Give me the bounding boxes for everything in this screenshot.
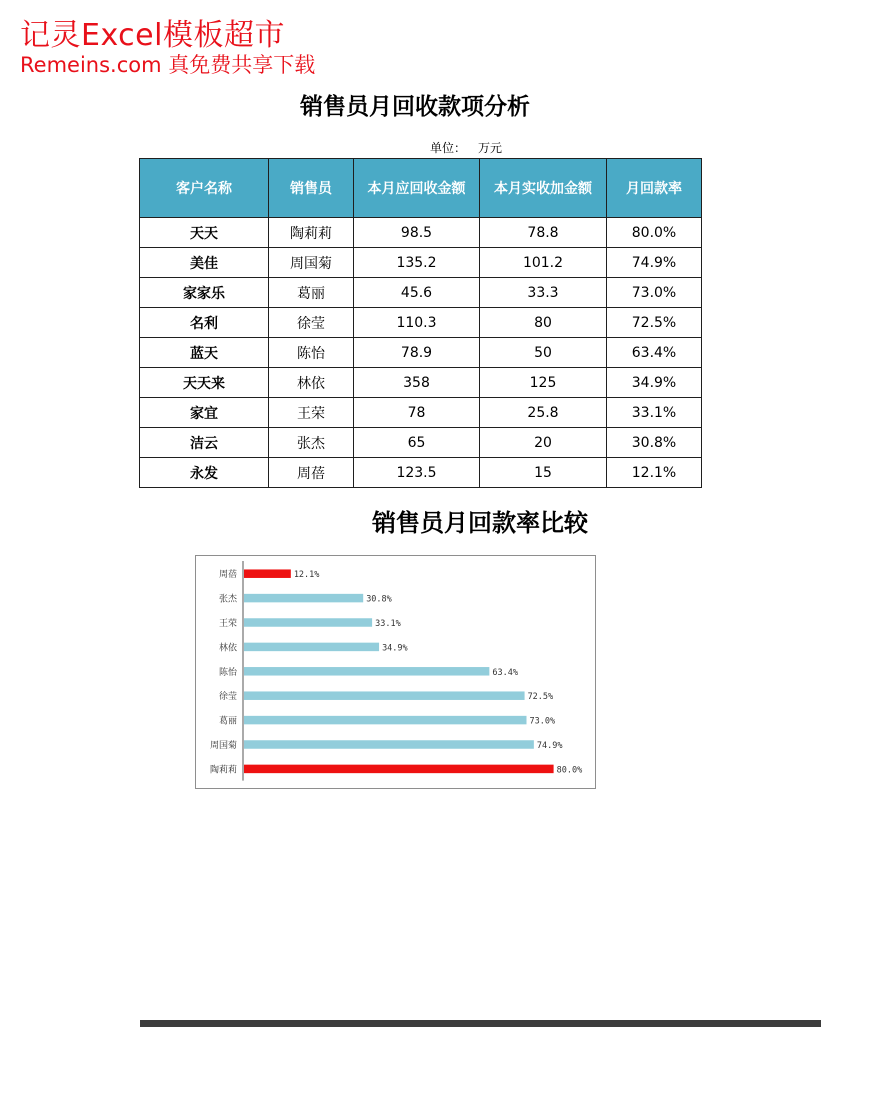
cell-collection-rate[interactable]: 74.9% bbox=[607, 248, 702, 278]
table-row bbox=[140, 458, 702, 488]
bar-chart bbox=[195, 555, 596, 789]
collection-table bbox=[139, 158, 702, 488]
header-salesperson[interactable]: 销售员 bbox=[269, 159, 354, 218]
table-row bbox=[140, 248, 702, 278]
cell-amount-due[interactable]: 78 bbox=[354, 398, 480, 428]
cell-salesperson[interactable]: 王荣 bbox=[269, 398, 354, 428]
cell-amount-due[interactable]: 45.6 bbox=[354, 278, 480, 308]
cell-salesperson[interactable]: 林依 bbox=[269, 368, 354, 398]
chart-data-label: 73.0% bbox=[529, 716, 556, 727]
chart-category-label: 周蓓 bbox=[218, 570, 237, 581]
chart-bar[interactable] bbox=[244, 643, 379, 652]
cell-customer[interactable]: 天天来 bbox=[140, 368, 269, 398]
cell-collection-rate[interactable]: 80.0% bbox=[607, 218, 702, 248]
brand-name: 记灵Excel模板超市 bbox=[20, 18, 285, 53]
table-row bbox=[140, 308, 702, 338]
chart-category-label: 周国菊 bbox=[209, 741, 237, 751]
table-row bbox=[140, 218, 702, 248]
cell-collection-rate[interactable]: 72.5% bbox=[607, 308, 702, 338]
chart-bar[interactable] bbox=[244, 740, 534, 749]
brand-slogan: Remeins.com 真免费共享下载 bbox=[20, 53, 316, 77]
chart-category-label: 张杰 bbox=[218, 594, 237, 605]
unit-value: 万元 bbox=[478, 141, 503, 155]
cell-amount-received[interactable]: 33.3 bbox=[480, 278, 607, 308]
cell-salesperson[interactable]: 陈怡 bbox=[269, 338, 354, 368]
chart-category-label: 葛丽 bbox=[218, 716, 237, 727]
chart-bar[interactable] bbox=[244, 618, 372, 627]
chart-category-label: 王荣 bbox=[218, 619, 237, 629]
cell-salesperson[interactable]: 张杰 bbox=[269, 428, 354, 458]
cell-amount-due[interactable]: 358 bbox=[354, 368, 480, 398]
chart-data-label: 30.8% bbox=[366, 594, 392, 605]
cell-customer[interactable]: 家家乐 bbox=[140, 278, 269, 308]
chart-bar[interactable] bbox=[244, 691, 525, 700]
cell-amount-received[interactable]: 78.8 bbox=[480, 218, 607, 248]
chart-data-label: 80.0% bbox=[556, 765, 583, 776]
cell-salesperson[interactable]: 徐莹 bbox=[269, 308, 354, 338]
unit-label: 单位： bbox=[430, 141, 467, 155]
chart-data-label: 33.1% bbox=[375, 619, 401, 629]
cell-salesperson[interactable]: 陶莉莉 bbox=[269, 218, 354, 248]
cell-customer[interactable]: 天天 bbox=[140, 218, 269, 248]
cell-customer[interactable]: 名利 bbox=[140, 308, 269, 338]
cell-amount-received[interactable]: 15 bbox=[480, 458, 607, 488]
cell-customer[interactable]: 蓝天 bbox=[140, 338, 269, 368]
chart-data-label: 72.5% bbox=[527, 692, 554, 703]
cell-amount-due[interactable]: 78.9 bbox=[354, 338, 480, 368]
chart-category-label: 陈怡 bbox=[218, 667, 237, 678]
table-body bbox=[140, 218, 702, 488]
chart-data-label: 74.9% bbox=[536, 741, 563, 751]
cell-amount-received[interactable]: 101.2 bbox=[480, 248, 607, 278]
chart-category-label: 徐莹 bbox=[218, 692, 237, 703]
cell-customer[interactable]: 永发 bbox=[140, 458, 269, 488]
cell-amount-received[interactable]: 80 bbox=[480, 308, 607, 338]
cell-amount-received[interactable]: 50 bbox=[480, 338, 607, 368]
cell-amount-due[interactable]: 98.5 bbox=[354, 218, 480, 248]
header-amount-due[interactable]: 本月应回收金额 bbox=[354, 159, 480, 218]
chart-data-label: 12.1% bbox=[293, 570, 320, 581]
cell-amount-received[interactable]: 125 bbox=[480, 368, 607, 398]
header-collection-rate[interactable]: 月回款率 bbox=[607, 159, 702, 218]
footer-divider bbox=[140, 1020, 821, 1027]
cell-customer[interactable]: 洁云 bbox=[140, 428, 269, 458]
chart-category-label: 林依 bbox=[218, 643, 237, 654]
cell-collection-rate[interactable]: 30.8% bbox=[607, 428, 702, 458]
header-amount-received[interactable]: 本月实收加金额 bbox=[480, 159, 607, 218]
cell-salesperson[interactable]: 周国菊 bbox=[269, 248, 354, 278]
unit-row bbox=[430, 139, 514, 156]
cell-collection-rate[interactable]: 34.9% bbox=[607, 368, 702, 398]
cell-amount-due[interactable]: 135.2 bbox=[354, 248, 480, 278]
cell-collection-rate[interactable]: 73.0% bbox=[607, 278, 702, 308]
bar-chart-svg bbox=[196, 556, 595, 788]
chart-title: 销售员月回款率比较 bbox=[372, 508, 588, 537]
brand-watermark bbox=[20, 18, 315, 78]
chart-bar[interactable] bbox=[244, 569, 291, 578]
table-row bbox=[140, 368, 702, 398]
document-title: 销售员月回收款项分析 bbox=[300, 93, 530, 120]
table-row bbox=[140, 428, 702, 458]
chart-bar[interactable] bbox=[244, 765, 554, 774]
chart-data-label: 63.4% bbox=[492, 667, 518, 678]
chart-bar[interactable] bbox=[244, 594, 363, 603]
cell-amount-due[interactable]: 110.3 bbox=[354, 308, 480, 338]
table-row bbox=[140, 278, 702, 308]
chart-data-label: 34.9% bbox=[382, 643, 408, 654]
cell-salesperson[interactable]: 葛丽 bbox=[269, 278, 354, 308]
chart-category-label: 陶莉莉 bbox=[209, 765, 237, 776]
chart-bar[interactable] bbox=[244, 667, 489, 676]
cell-amount-due[interactable]: 65 bbox=[354, 428, 480, 458]
cell-customer[interactable]: 家宜 bbox=[140, 398, 269, 428]
table-header-row bbox=[140, 159, 702, 218]
chart-bar[interactable] bbox=[244, 716, 527, 725]
cell-collection-rate[interactable]: 12.1% bbox=[607, 458, 702, 488]
cell-salesperson[interactable]: 周蓓 bbox=[269, 458, 354, 488]
header-customer[interactable]: 客户名称 bbox=[140, 159, 269, 218]
cell-amount-due[interactable]: 123.5 bbox=[354, 458, 480, 488]
table-row bbox=[140, 338, 702, 368]
cell-collection-rate[interactable]: 63.4% bbox=[607, 338, 702, 368]
table-row bbox=[140, 398, 702, 428]
cell-amount-received[interactable]: 25.8 bbox=[480, 398, 607, 428]
cell-customer[interactable]: 美佳 bbox=[140, 248, 269, 278]
cell-collection-rate[interactable]: 33.1% bbox=[607, 398, 702, 428]
cell-amount-received[interactable]: 20 bbox=[480, 428, 607, 458]
